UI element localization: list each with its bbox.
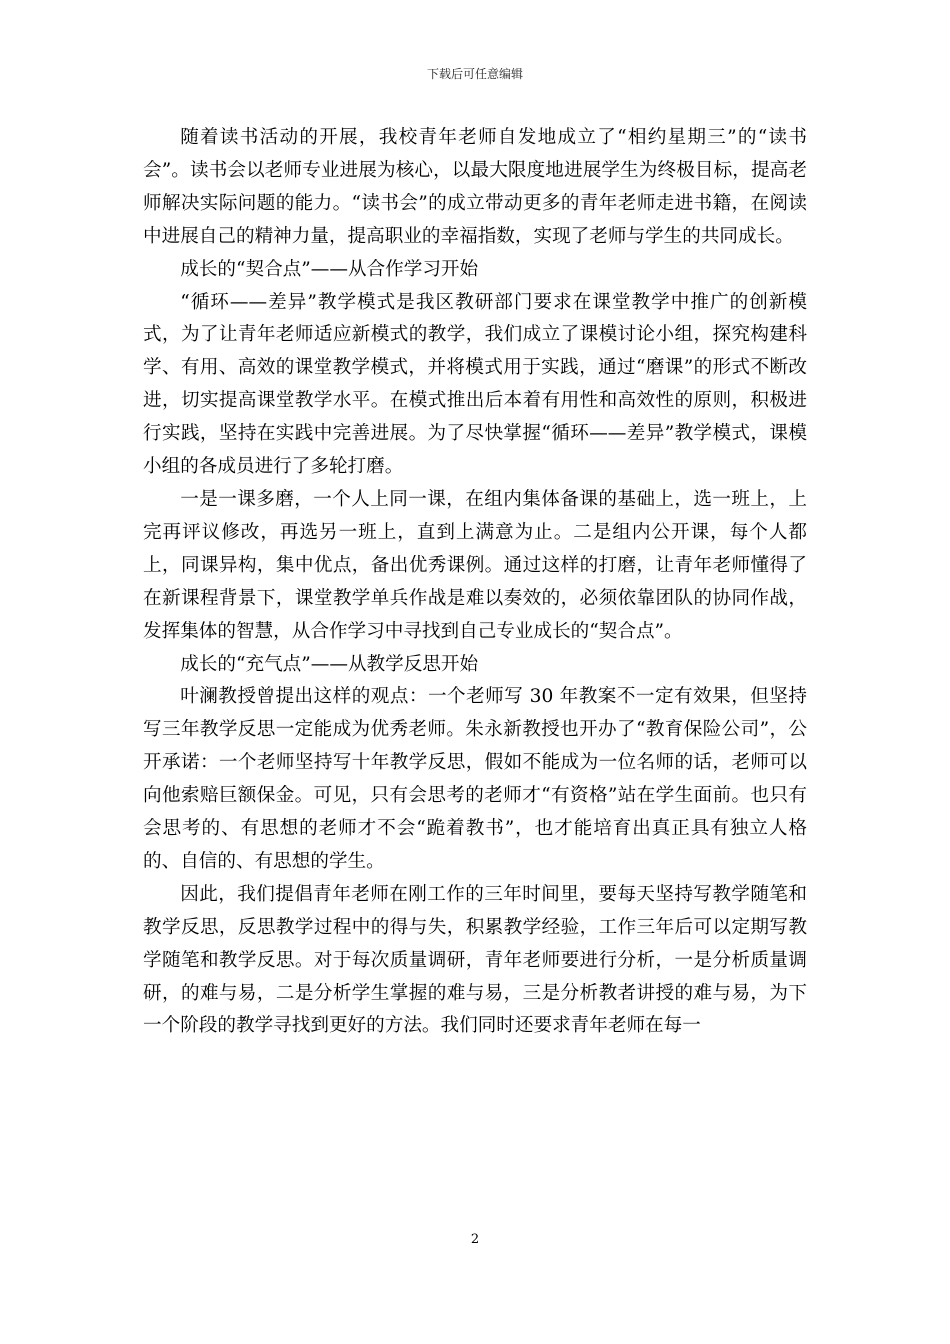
paragraph-teaching-model: “循环——差异”教学模式是我区教研部门要求在课堂教学中推广的创新模式，为了让青年老师适应新模式的教学，我们成立了课模讨论小组，探究构建科学、有用、高效的课堂教学模式，并将模式用于实践，通过“磨课”的形式不断改进，切实提高课堂教学水平。在模式推出后本着有用性和高效性的原则，积极进行实践，坚持在实践中完善进展。为了尽快掌握“循环——差异”教学模式，课模小组的各成员进行了多轮打磨。	[143, 291, 807, 478]
page-number: 2	[470, 1232, 480, 1247]
section-heading-reflection: 成长的“充气点”——从教学反思开始	[180, 653, 479, 675]
paragraph-reflection-practice: 因此，我们提倡青年老师在刚工作的三年时间里，要每天坚持写教学随笔和教学反思，反思教学过程中的得与失，积累教学经验，工作三年后可以定期写教学随笔和教学反思。对于每次质量调研，青年老师要进行分析，一是分析质量调研，的难与易，二是分析学生掌握的难与易，三是分析教者讲授的难与易，为下一个阶段的教学寻找到更好的方法。我们同时还要求青年老师在每一	[143, 883, 807, 1037]
section-heading-cooperation: 成长的“契合点”——从合作学习开始	[180, 258, 479, 280]
paragraph-ye-lan-quote: 叶澜教授曾提出这样的观点：一个老师写 30 年教案不一定有效果，但坚持写三年教学反思一定能成为优秀老师。朱永新教授也开办了“教育保险公司”，公开承诺：一个老师坚持写十年教学反思，假如不能成为一位名师的话，老师可以向他索赔巨额保金。可见，只有会思考的老师才“有资格”站在学生面前。也只有会思考的、有思想的老师才不会“跪着教书”，也才能培育出真正具有独立人格的、自信的、有思想的学生。	[143, 686, 807, 872]
paragraph-lesson-polishing: 一是一课多磨，一个人上同一课，在组内集体备课的基础上，选一班上，上完再评议修改，再选另一班上，直到上满意为止。二是组内公开课，每个人都上，同课异构，集中优点，备出优秀课例。通过这样的打磨，让青年老师懂得了在新课程背景下，课堂教学单兵作战是难以奏效的，必须依靠团队的协同作战，发挥集体的智慧，从合作学习中寻找到自己专业成长的“契合点”。	[143, 488, 807, 642]
paragraph-reading-club: 随着读书活动的开展，我校青年老师自发地成立了“相约星期三”的“读书会”。读书会以老师专业进展为核心，以最大限度地进展学生为终极目标，提高老师解决实际问题的能力。“读书会”的成立带动更多的青年老师走进书籍，在阅读中进展自己的精神力量，提高职业的幸福指数，实现了老师与学生的共同成长。	[143, 127, 807, 247]
page-header: 下载后可任意编辑	[426, 67, 523, 81]
document-body	[143, 122, 807, 1043]
